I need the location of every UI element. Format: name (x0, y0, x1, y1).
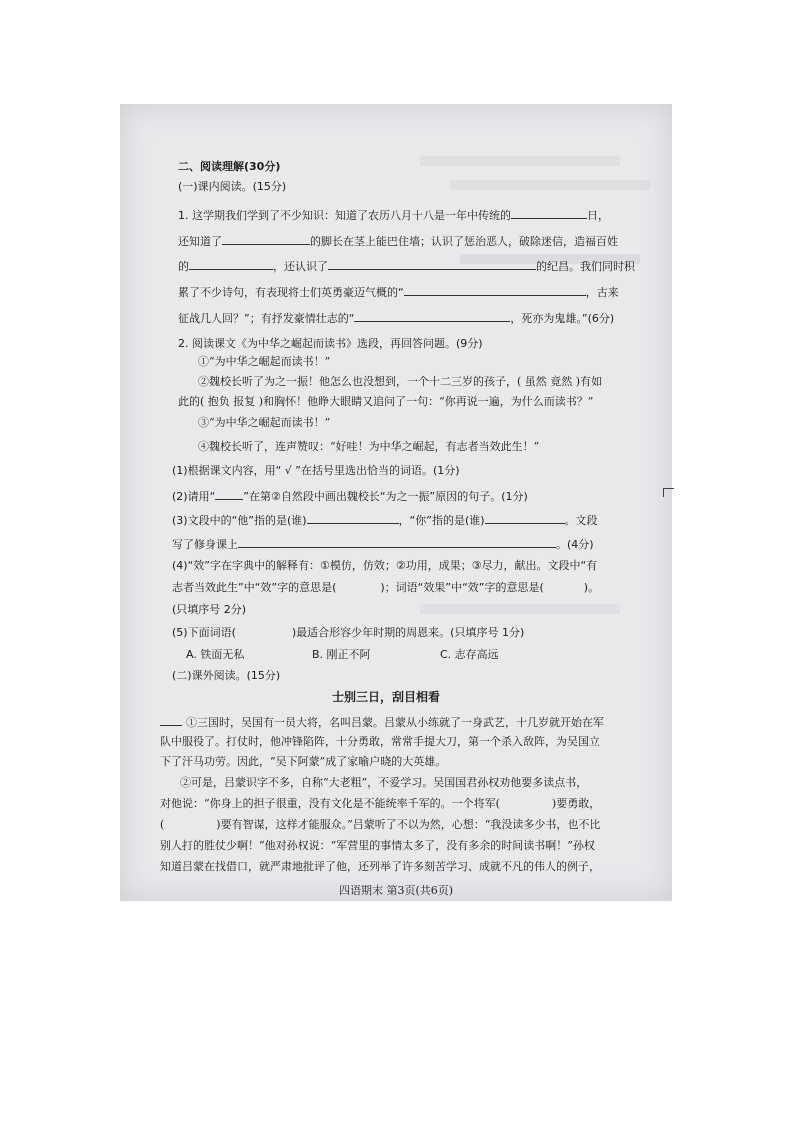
q2-text: (2)请用“ (172, 490, 216, 503)
q2-sub-4-cont (172, 580, 599, 596)
article-p2-line-3 (160, 817, 600, 833)
q1-line-3 (178, 257, 635, 275)
part2-heading: (二)课外阅读。(15分) (172, 669, 281, 682)
binding-edge-mark (663, 488, 674, 497)
article-p2-line-5: 知道吕蒙在找借口，就严肃地批评了他，还列举了许多刻苦学习、成就不凡的伟人的例子， (160, 860, 600, 873)
page-content (120, 104, 672, 901)
article-p2-line-4: 别人打的胜仗少啊！”他对孙权说：“军营里的事情太多了，没有多余的时间读书啊！”孙权 (160, 839, 595, 852)
option-b: B. 刚正不阿 (312, 648, 371, 661)
q2-text: ”在第②自然段中画出魏校长“为之一振”原因的句子。(1分) (243, 490, 528, 503)
q1-text: ，死亦为鬼雄。”(6分) (510, 312, 615, 325)
answer-blank[interactable] (238, 535, 556, 548)
q1-text: 1. 这学期我们学到了不少知识：知道了农历八月十八是一年中传统的 (178, 209, 511, 222)
underline-sample (215, 487, 243, 500)
article-p1-line-3: 下了汗马功劳。因此，“吴下阿蒙”成了家喻户晓的大英雄。 (160, 755, 447, 768)
q1-text: 累了不少诗句，有表现将士们英勇豪迈气概的“ (178, 286, 404, 299)
q1-text: 还知道了 (178, 235, 222, 248)
exam-paper-sheet (120, 104, 672, 901)
paragraph-mark-blank (160, 713, 182, 726)
answer-blank[interactable] (307, 511, 399, 524)
q2-text: 写了修身课上 (172, 538, 238, 551)
q1-text: ，还认识了 (273, 260, 328, 273)
q1-text: 日， (587, 209, 609, 222)
q2-sub-5 (172, 625, 524, 641)
article-text: ①三国时，吴国有一员大将，名叫吕蒙。吕蒙从小练就了一身武艺，十几岁就开始在军 (186, 716, 604, 729)
page-footer: 四语期末 第3页(共6页) (338, 884, 454, 897)
q1-text: 的纪昌。我们同时积 (536, 260, 635, 273)
article-text: )要勇敢， (551, 797, 601, 810)
answer-blank[interactable] (404, 283, 586, 296)
q2-text: )最适合形容少年时期的周恩来。(只填序号 1分) (291, 626, 525, 639)
q2-text: (5)下面词语( (172, 626, 236, 639)
q2-sub-3 (172, 511, 598, 529)
article-text: )要有智谋，这样才能服众。”吕蒙听了不以为然，心想：“我没读多少书，也不比 (216, 818, 601, 831)
q2-text: (3)文段中的“他”指的是(谁) (172, 514, 307, 527)
article-p2-line-1: ②可是，吕蒙识字不多，自称“大老粗”，不爱学习。吴国国君孙权劝他要多读点书， (180, 776, 588, 789)
q2-sub-4: (4)“效”字在字典中的解释有：①模仿，仿效；②功用，成果；③尽力，献出。文段中“有 (172, 559, 598, 572)
q1-line-2 (178, 232, 618, 250)
q2-text: 志者当效此生”中“效”字的意思是( (172, 581, 337, 594)
q2-intro: 2. 阅读课文《为中华之崛起而读书》选段，再回答问题。(9分) (178, 337, 483, 350)
q2-text: )；词语“效果”中“效”字的意思是( (380, 581, 544, 594)
q1-text: ，古来 (585, 286, 619, 299)
passage-paragraph-2b: 此的( 抱负 报复 )和胸怀！他睁大眼睛又追问了一句：“你再说一遍，为什么而读书？” (178, 395, 594, 408)
q1-text: 征战几人回？”；有抒发豪情壮志的“ (178, 312, 355, 325)
passage-paragraph-1: ①“为中华之崛起而读书！” (198, 355, 331, 368)
option-a: A. 铁面无私 (186, 648, 245, 661)
answer-blank[interactable] (328, 257, 536, 270)
option-c: C. 志存高远 (440, 648, 499, 661)
q1-text: 的 (178, 260, 189, 273)
q2-sub-1: (1)根据课文内容，用“ √ ”在括号里选出恰当的词语。(1分) (172, 464, 460, 477)
q2-sub-2 (172, 487, 528, 505)
answer-blank[interactable] (354, 309, 510, 322)
passage-paragraph-3: ③“为中华之崛起而读书！” (198, 416, 331, 429)
passage-paragraph-4: ④魏校长听了，连声赞叹：“好哇！为中华之崛起，有志者当效此生！” (198, 440, 540, 453)
answer-blank[interactable] (222, 232, 310, 245)
article-text: ( (160, 818, 165, 831)
q2-sub-4-points: (只填序号 2分) (172, 603, 247, 616)
article-title: 士别三日，刮目相看 (332, 690, 441, 704)
q1-line-1 (178, 206, 609, 224)
q2-text: 。(4分) (556, 538, 594, 551)
q2-text: 。文段 (564, 514, 598, 527)
answer-blank[interactable] (511, 206, 587, 219)
article-text: 对他说：“你身上的担子很重，没有文化是不能统率千军的。一个将军( (160, 797, 500, 810)
article-p1-line-2: 队中服役了。打仗时，他冲锋陷阵，十分勇敢，常常手提大刀，第一个杀入敌阵，为吴国立 (160, 735, 600, 748)
part1-heading: (一)课内阅读。(15分) (178, 180, 287, 193)
q2-text: )。 (583, 581, 600, 594)
q2-sub-3-cont (172, 535, 594, 553)
q1-line-5 (178, 309, 614, 327)
article-p2-line-2 (160, 796, 600, 812)
answer-blank[interactable] (485, 511, 565, 524)
passage-paragraph-2a: ②魏校长听了为之一振！他怎么也没想到，一个十二三岁的孩子，( 虽然 竟然 )有如 (198, 375, 603, 388)
q1-text: 的脚长在茎上能巴住墙；认识了惩治恶人，破除迷信，造福百姓 (310, 235, 618, 248)
answer-blank[interactable] (189, 257, 273, 270)
article-p1-line-1 (160, 713, 604, 731)
q2-text: ，“你”指的是(谁) (398, 514, 485, 527)
q1-line-4 (178, 283, 619, 301)
section-heading: 二、阅读理解(30分) (178, 160, 281, 173)
